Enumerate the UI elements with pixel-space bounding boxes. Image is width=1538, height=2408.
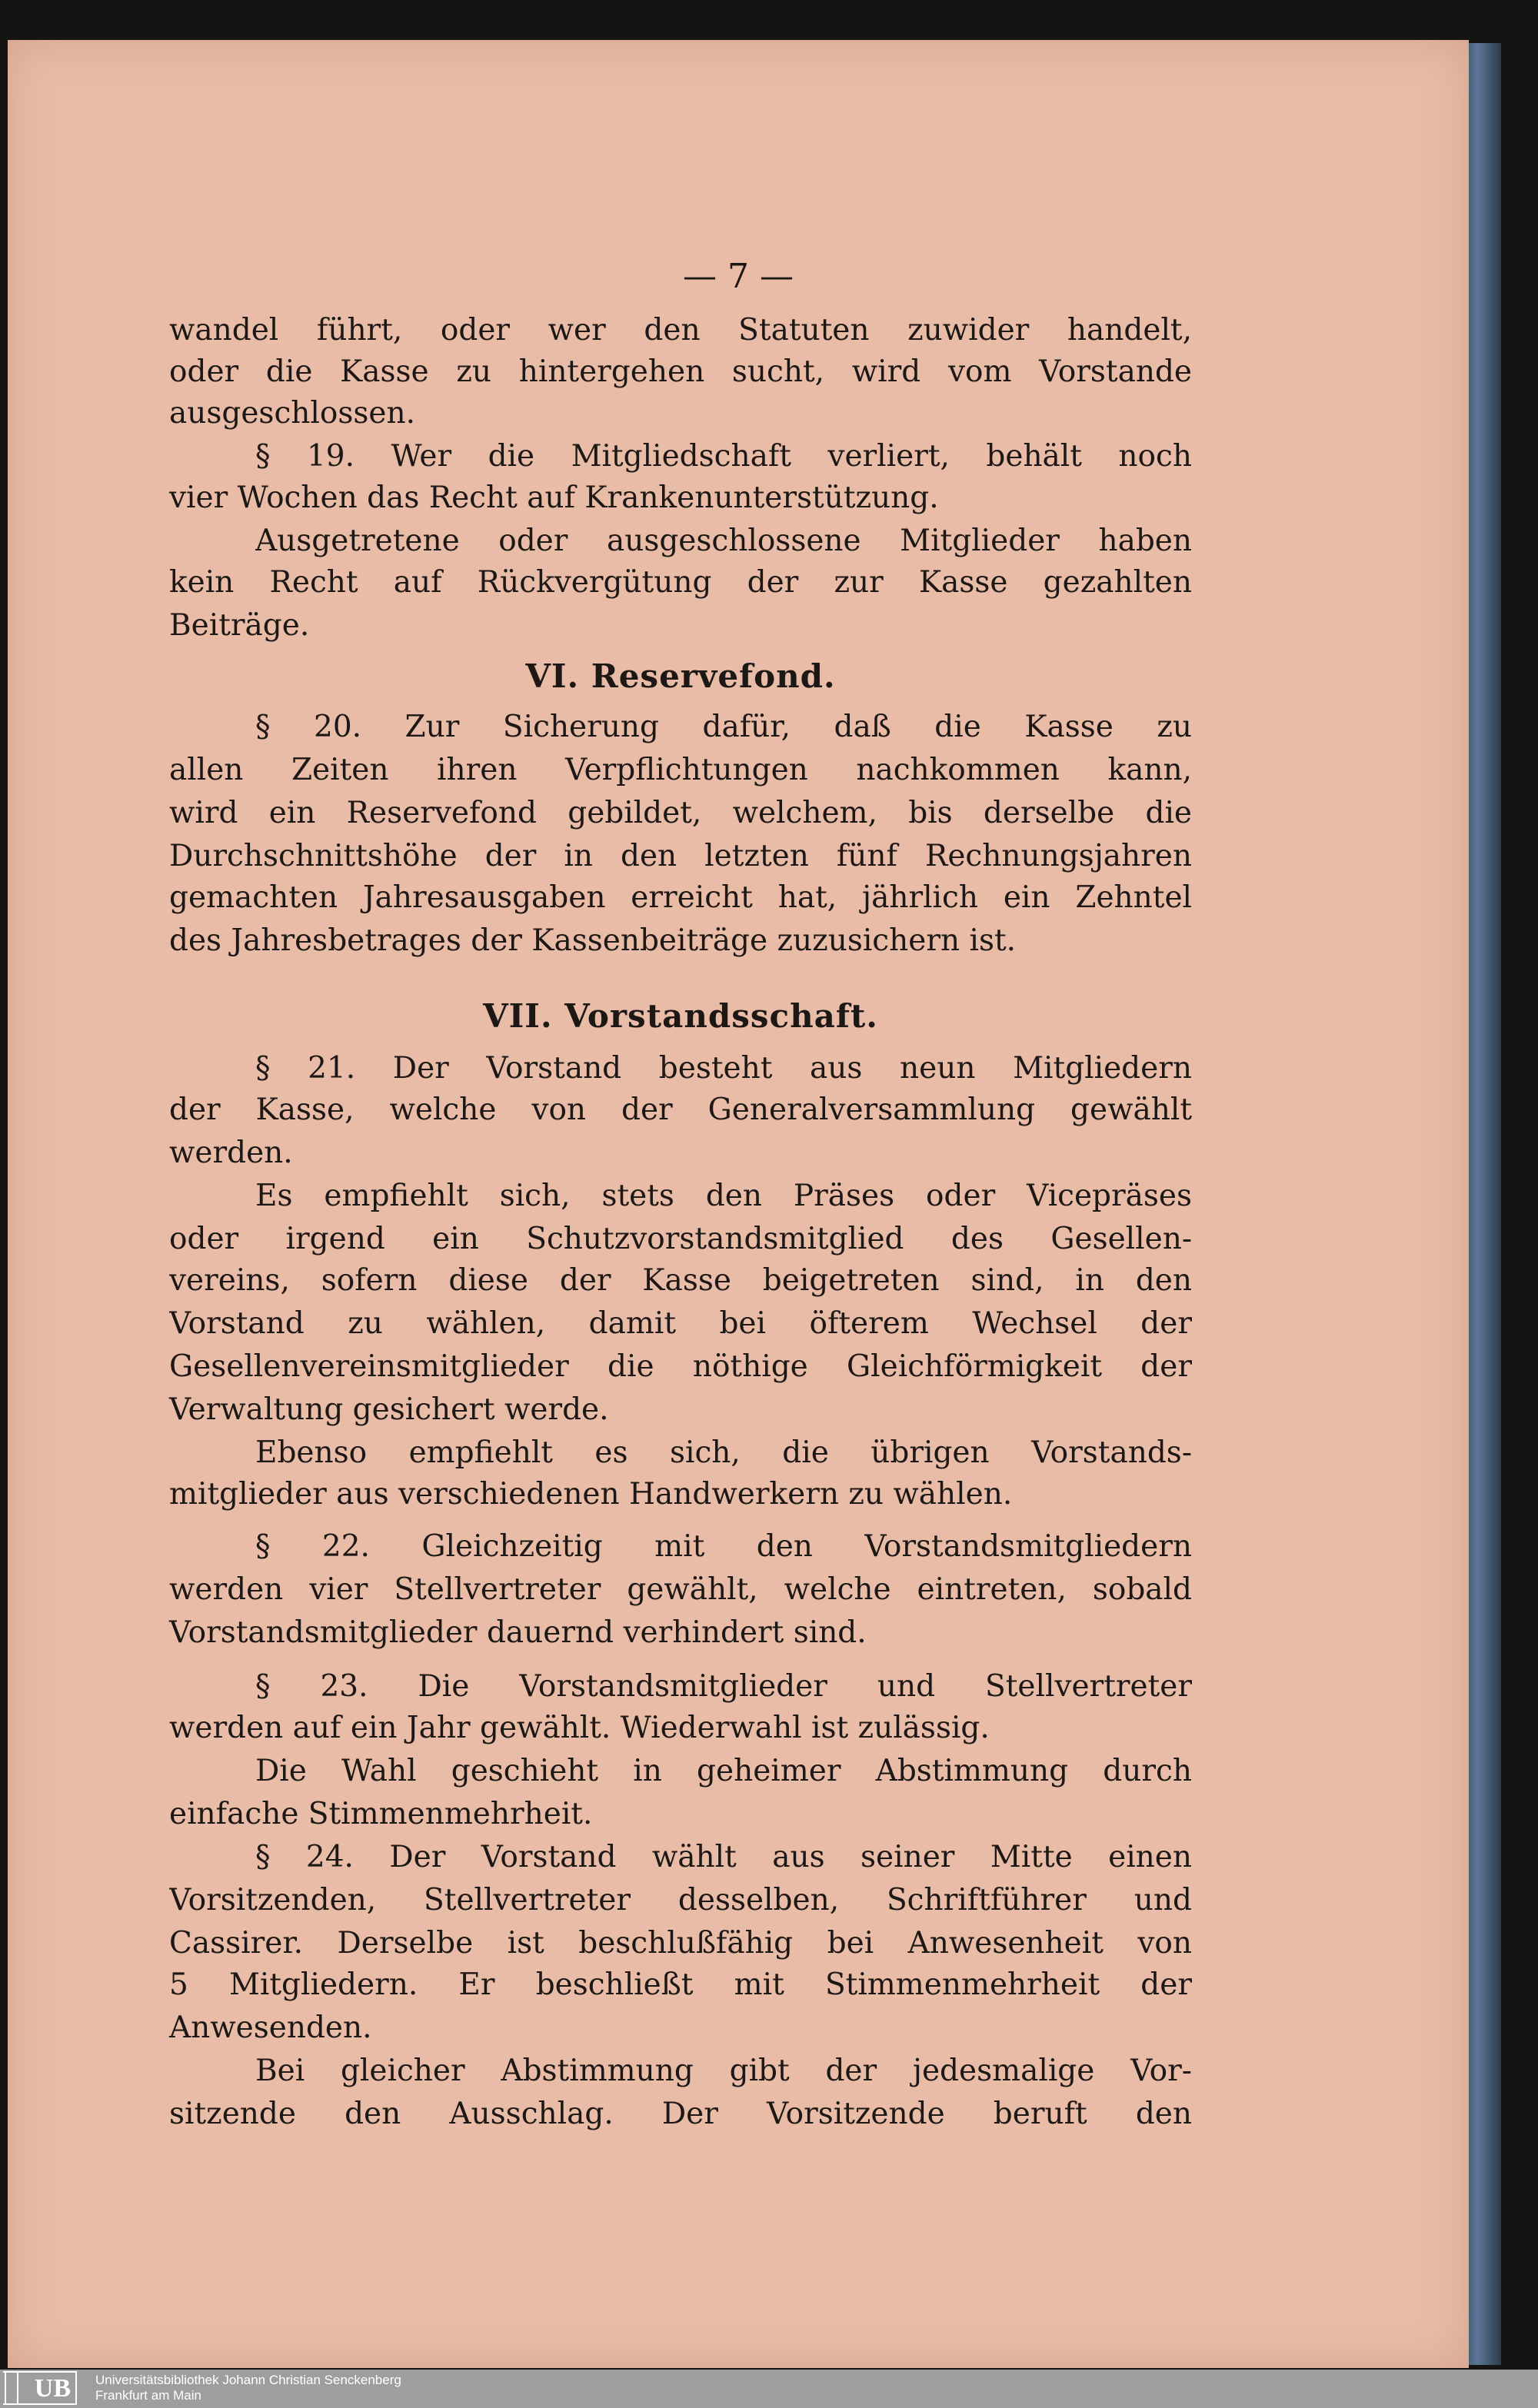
text-line: mitglieder aus verschiedenen Handwerkern zu wählen. <box>169 1477 1013 1512</box>
text-line: kein Recht auf Rückvergütung der zur Kasse gezahlten <box>169 565 1192 600</box>
text-line: sitzende den Ausschlag. Der Vorsitzende beruft den <box>169 2097 1192 2131</box>
text-line: Durchschnittshöhe der in den letzten fünf Rechnungsjahren <box>169 839 1192 873</box>
text-line: Die Wahl geschieht in geheimer Abstimmung durch <box>255 1754 1192 1788</box>
text-line: allen Zeiten ihren Verpflichtungen nachkommen kann, <box>169 753 1192 787</box>
text-line: werden auf ein Jahr gewählt. Wiederwahl ist zulässig. <box>169 1711 990 1745</box>
text-line: vier Wochen das Recht auf Krankenunterstützung. <box>169 481 939 515</box>
text-line: § 20. Zur Sicherung dafür, daß die Kasse zu <box>255 710 1192 744</box>
text-line: Vorstandsmitglieder dauernd verhindert sind. <box>169 1615 867 1650</box>
text-line: 5 Mitgliedern. Er beschließt mit Stimmenmehrheit der <box>169 1967 1192 2002</box>
text-line: Gesellenvereinsmitglieder die nöthige Gleichförmigkeit der <box>169 1349 1192 1384</box>
page-number: — 7 — <box>683 257 794 296</box>
logo-text: UB <box>34 2374 71 2403</box>
text-line: der Kasse, welche von der Generalversammlung gewählt <box>169 1093 1192 1127</box>
section-heading: VII. Vorstandsschaft. <box>483 997 878 1035</box>
text-line: wird ein Reservefond gebildet, welchem, bis derselbe die <box>169 796 1192 830</box>
book-page <box>8 40 1469 2368</box>
text-line: werden vier Stellvertreter gewählt, welche eintreten, sobald <box>169 1572 1192 1607</box>
text-line: Bei gleicher Abstimmung gibt der jedesmalige Vor- <box>255 2054 1192 2088</box>
text-line: Vorstand zu wählen, damit bei öfterem Wechsel der <box>169 1306 1192 1341</box>
text-line: werden. <box>169 1136 293 1170</box>
text-line: oder irgend ein Schutzvorstandsmitglied des Gesellen- <box>169 1222 1192 1256</box>
text-line: oder die Kasse zu hintergehen sucht, wird vom Vorstande <box>169 354 1192 389</box>
text-line: § 23. Die Vorstandsmitglieder und Stellvertreter <box>255 1669 1192 1704</box>
text-line: ausgeschlossen. <box>169 396 415 431</box>
text-line: Ausgetretene oder ausgeschlossene Mitglieder haben <box>255 524 1192 558</box>
library-footer <box>0 2370 1538 2408</box>
text-line: § 24. Der Vorstand wählt aus seiner Mitte einen <box>255 1840 1192 1874</box>
section-heading: VI. Reservefond. <box>525 657 836 695</box>
ub-logo <box>3 2371 77 2405</box>
text-line: § 19. Wer die Mitgliedschaft verliert, behält noch <box>255 439 1192 474</box>
text-line: § 22. Gleichzeitig mit den Vorstandsmitgliedern <box>255 1529 1192 1564</box>
text-line: Anwesenden. <box>169 2011 372 2045</box>
footer-city: Frankfurt am Main <box>95 2388 201 2403</box>
text-line: vereins, sofern diese der Kasse beigetreten sind, in den <box>169 1263 1192 1298</box>
text-line: gemachten Jahresausgaben erreicht hat, jährlich ein Zehntel <box>169 880 1192 915</box>
text-line: Beiträge. <box>169 608 310 643</box>
text-line: Verwaltung gesichert werde. <box>169 1392 609 1427</box>
text-line: Vorsitzenden, Stellvertreter desselben, Schriftführer und <box>169 1883 1192 1917</box>
text-line: § 21. Der Vorstand besteht aus neun Mitgliedern <box>255 1051 1192 1086</box>
logo-pillars-icon <box>5 2373 18 2405</box>
text-line: Ebenso empfiehlt es sich, die übrigen Vorstands- <box>255 1435 1192 1470</box>
text-line: einfache Stimmenmehrheit. <box>169 1797 593 1831</box>
footer-institution: Universitätsbibliothek Johann Christian Senckenberg <box>95 2373 401 2387</box>
text-line: wandel führt, oder wer den Statuten zuwider handelt, <box>169 313 1192 348</box>
text-line: des Jahresbetrages der Kassenbeiträge zuzusichern ist. <box>169 923 1017 958</box>
text-line: Es empfiehlt sich, stets den Präses oder Vicepräses <box>255 1179 1192 1213</box>
text-line: Cassirer. Derselbe ist beschlußfähig bei Anwesenheit von <box>169 1926 1192 1961</box>
